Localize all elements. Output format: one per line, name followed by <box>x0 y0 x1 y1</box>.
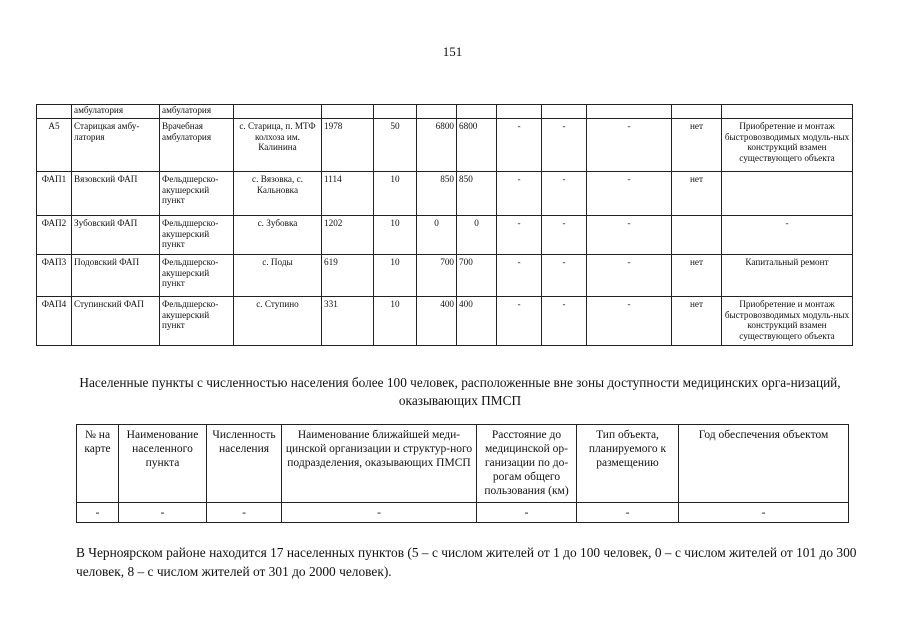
facility-year: 331 <box>322 297 374 346</box>
table-cell: 400 <box>457 297 497 346</box>
facility-name: Зубовский ФАП <box>72 216 160 255</box>
table-cell: 0 <box>417 216 457 255</box>
facility-action: Капитальный ремонт <box>722 255 853 297</box>
table-cell <box>542 105 587 119</box>
facility-action: Приобретение и монтаж быстровозводимых модуль-ных конструкций взамен существующего объекта <box>722 297 853 346</box>
facility-code: А5 <box>37 119 72 172</box>
column-header: Тип объекта, планируемого к размещению <box>577 425 679 503</box>
facility-action: - <box>722 216 853 255</box>
table-cell: - <box>679 503 849 523</box>
table-cell: 10 <box>374 255 417 297</box>
table-cell <box>457 105 497 119</box>
table-cell: - <box>497 119 542 172</box>
facility-type: Фельдшерско-акушерский пункт <box>160 172 234 216</box>
facility-location: с. Старица, п. МТФ колхоза им. Калинина <box>234 119 322 172</box>
table-cell: 700 <box>417 255 457 297</box>
facility-type: Врачебная амбулатория <box>160 119 234 172</box>
facility-code: ФАП3 <box>37 255 72 297</box>
table-cell: 850 <box>417 172 457 216</box>
column-header: Расстояние до медицинской ор-ганизации по до-рогам общего пользования (км) <box>477 425 577 503</box>
table-cell: 400 <box>417 297 457 346</box>
facility-type: Фельдшерско-акушерский пункт <box>160 255 234 297</box>
table-header-row <box>77 425 849 503</box>
table-row <box>37 255 853 297</box>
table-cell <box>587 105 672 119</box>
table-cell <box>322 105 374 119</box>
facility-action: Приобретение и монтаж быстровозводимых модуль-ных конструкций взамен существующего объекта <box>722 119 853 172</box>
section-title: Населенные пункты с численностью населения более 100 человек, расположенные вне зоны доступности медицинских орга-низаций, оказывающих ПМСП <box>79 375 841 408</box>
facility-location: с. Ступино <box>234 297 322 346</box>
table-cell <box>672 216 722 255</box>
table-row-continued-header <box>37 105 853 119</box>
table-cell: - <box>77 503 119 523</box>
column-header: Численность населения <box>207 425 282 503</box>
table-cell <box>37 105 72 119</box>
table-row <box>37 172 853 216</box>
table-cell: 10 <box>374 297 417 346</box>
table-cell: 10 <box>374 172 417 216</box>
table-cell: - <box>542 216 587 255</box>
table-cell: - <box>207 503 282 523</box>
table-cell <box>417 105 457 119</box>
table-cell: - <box>542 119 587 172</box>
table-cell: нет <box>672 119 722 172</box>
table-cell: - <box>587 297 672 346</box>
table-cell: - <box>542 255 587 297</box>
column-header: Наименование населенного пункта <box>119 425 207 503</box>
table-cell: - <box>497 172 542 216</box>
facility-year: 1202 <box>322 216 374 255</box>
table-cell: 850 <box>457 172 497 216</box>
table-cell: - <box>542 297 587 346</box>
table-cell <box>672 105 722 119</box>
table-cell: 0 <box>457 216 497 255</box>
facility-name: Старицкая амбу-латория <box>72 119 160 172</box>
table-cell: - <box>497 216 542 255</box>
table-cell: 50 <box>374 119 417 172</box>
table-cell: нет <box>672 255 722 297</box>
table-cell: - <box>587 172 672 216</box>
footer-text: В Черноярском районе находится 17 населенных пунктов (5 – с числом жителей от 1 до 100 человек, 0 – с числом жителей от 101 до 300 человек, 8 – с числом жителей от 301 до 2000 человек). <box>76 545 857 579</box>
table-cell: 6800 <box>417 119 457 172</box>
facility-location: с. Вязовка, с. Кальновка <box>234 172 322 216</box>
facility-code: ФАП1 <box>37 172 72 216</box>
table-cell <box>374 105 417 119</box>
table-row <box>37 119 853 172</box>
table-cell: - <box>587 255 672 297</box>
table-row <box>37 297 853 346</box>
facility-year: 1978 <box>322 119 374 172</box>
table-cell: - <box>282 503 477 523</box>
table-cell: 10 <box>374 216 417 255</box>
facility-action <box>722 172 853 216</box>
table-cell: нет <box>672 297 722 346</box>
facility-year: 619 <box>322 255 374 297</box>
column-header: № на карте <box>77 425 119 503</box>
facility-year: 1114 <box>322 172 374 216</box>
facilities-table <box>36 104 853 346</box>
table-cell: 700 <box>457 255 497 297</box>
table-row <box>37 216 853 255</box>
facility-type: Фельдшерско-акушерский пункт <box>160 216 234 255</box>
table-cell: - <box>497 255 542 297</box>
table-row <box>77 503 849 523</box>
facility-code: ФАП2 <box>37 216 72 255</box>
facility-name: Ступинский ФАП <box>72 297 160 346</box>
table-cell: нет <box>672 172 722 216</box>
table-cell: - <box>477 503 577 523</box>
table-cell <box>497 105 542 119</box>
table-cell: - <box>119 503 207 523</box>
facility-location: с. Зубовка <box>234 216 322 255</box>
table-cell: - <box>497 297 542 346</box>
table-cell: - <box>587 216 672 255</box>
column-header: Год обеспечения объектом <box>679 425 849 503</box>
column-header: Наименование ближайшей меди-цинской организации и структур-ного подразделения, оказывающих ПМСП <box>282 425 477 503</box>
table-cell: 6800 <box>457 119 497 172</box>
facility-code: ФАП4 <box>37 297 72 346</box>
table-cell: - <box>587 119 672 172</box>
page-number: 151 <box>442 44 463 59</box>
table-cell: - <box>577 503 679 523</box>
table-cell <box>722 105 853 119</box>
facility-location: с. Поды <box>234 255 322 297</box>
settlements-table <box>76 424 849 523</box>
table-cell: - <box>542 172 587 216</box>
table-cell: амбулатория <box>72 105 160 119</box>
facility-name: Подовский ФАП <box>72 255 160 297</box>
table-cell <box>234 105 322 119</box>
facility-type: Фельдшерско-акушерский пункт <box>160 297 234 346</box>
facility-name: Вязовский ФАП <box>72 172 160 216</box>
table-cell: амбулатория <box>160 105 234 119</box>
